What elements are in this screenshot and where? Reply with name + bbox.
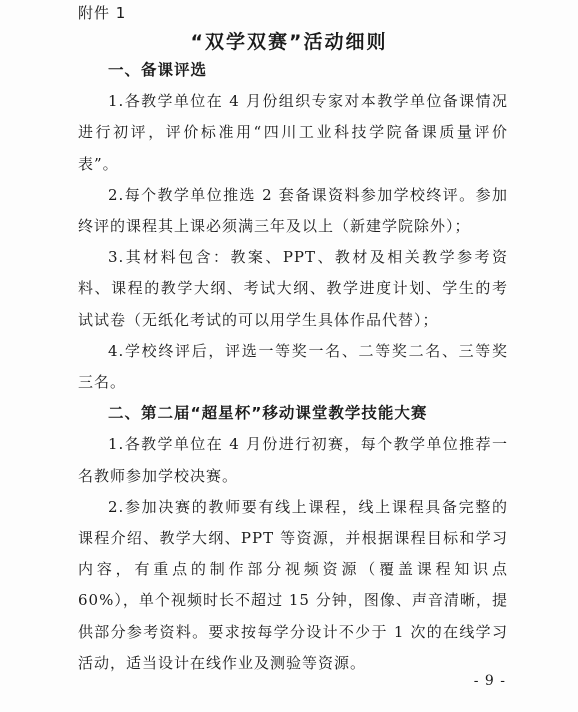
section-1-paragraph-2: 2.每个教学单位推选 2 套备课资料参加学校终评。参加终评的课程其上课必须满三年及以上（新建学院除外）； xyxy=(78,185,508,236)
attachment-label: 附件 1 xyxy=(78,4,127,22)
section-1-paragraph-3: 3.其材料包含：教案、PPT、教材及相关教学参考资料、课程的教学大纲、考试大纲、教学进度计划、学生的考试试卷（无纸化考试的可以用学生具体作品代替）； xyxy=(78,248,508,329)
page-number: - 9 - xyxy=(473,673,506,689)
section-2-paragraph-2: 2.参加决赛的教师要有线上课程，线上课程具备完整的课程介绍、教学大纲、PPT 等资源，并根据课程目标和学习内容，有重点的制作部分视频资源（覆盖课程知识点 60%），单个视频时长不超过 15 分钟，图像、声音清晰，提供部分参考资料。要求按每学分设计不少于 1 次的在线学习活动，适当设计在线作业及测验等资源。 xyxy=(78,497,508,672)
document-body xyxy=(78,55,508,679)
section-heading-1: 一、备课评选 xyxy=(108,61,208,79)
section-1-paragraph-1: 1.各教学单位在 4 月份组织专家对本教学单位备课情况进行初评，评价标准用“四川工业科技学院备课质量评价表”。 xyxy=(78,92,508,173)
section-heading-2: 二、第二届“超星杯”移动课堂教学技能大赛 xyxy=(108,404,428,423)
section-2-paragraph-1: 1.各教学单位在 4 月份进行初赛，每个教学单位推荐一名教师参加学校决赛。 xyxy=(78,435,508,485)
document-title: “双学双赛”活动细则 xyxy=(190,31,388,53)
section-1-paragraph-4: 4.学校终评后，评选一等奖一名、二等奖二名、三等奖三名。 xyxy=(78,341,508,392)
